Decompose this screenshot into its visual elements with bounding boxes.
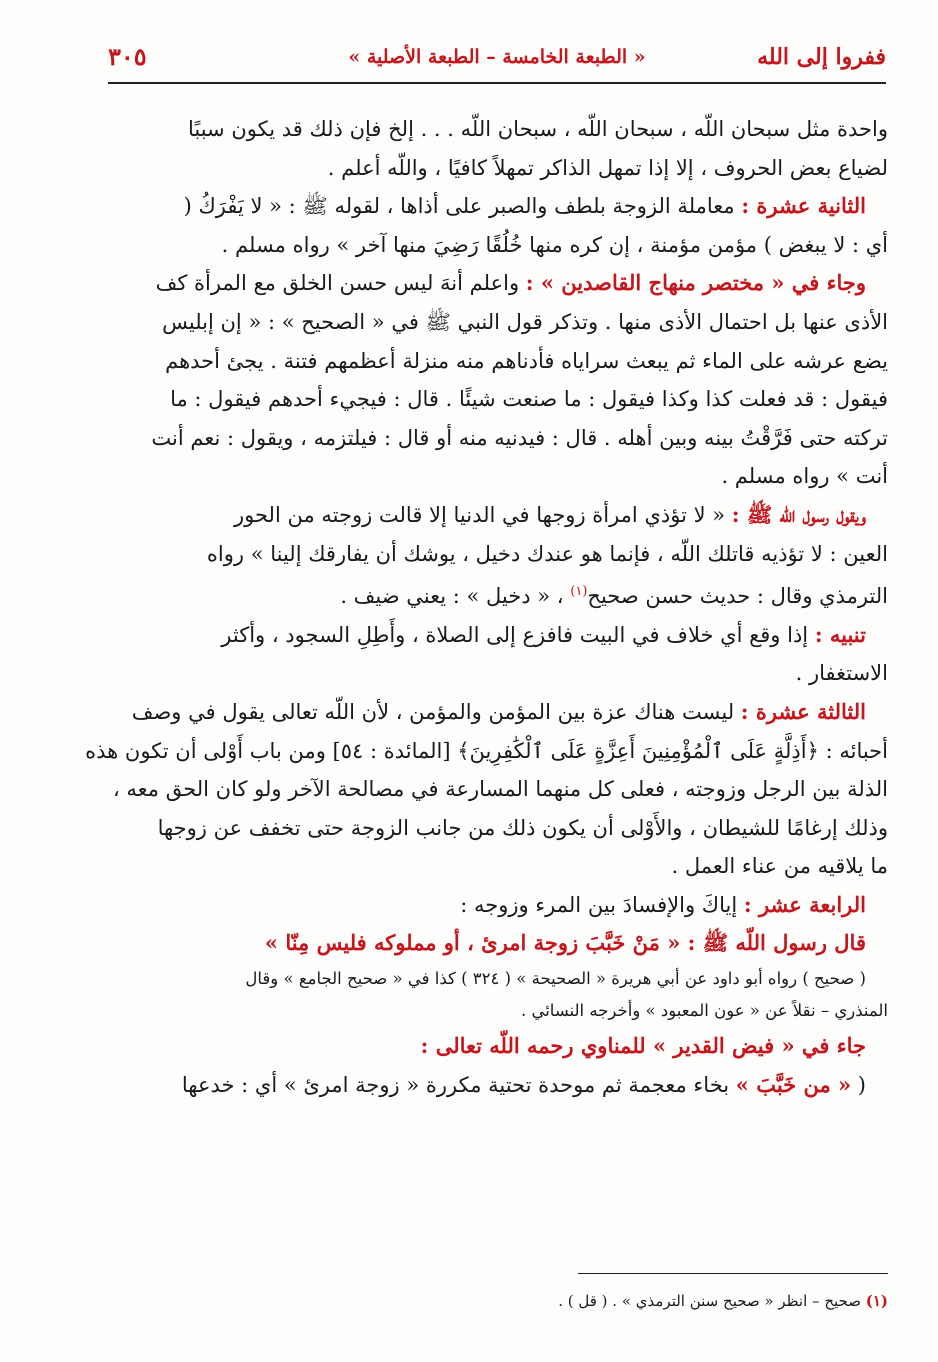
text-span: الترمذي وقال : حديث حسن صحيح bbox=[587, 584, 888, 609]
section-heading: الثانية عشرة : bbox=[741, 193, 866, 219]
faid-heading: جاء في « فيض القدير » للمناوي رحمه اللّه تعالى : bbox=[420, 1033, 866, 1059]
book-title: ففروا إلى الله bbox=[757, 44, 886, 70]
section-heading: الثالثة عشرة : bbox=[740, 698, 866, 724]
text-line: الأذى عنها بل احتمال الأذى منها . وتذكر قول النبي ﷺ في « الصحيح » : « إن إبليس bbox=[162, 309, 888, 334]
text-line: يضع عرشه على الماء ثم يبعث سراياه فأدناهم منه منزلة أعظمهم فتنة . يجئ أحدهم bbox=[165, 348, 888, 373]
text-span: « لا تؤذي امرأة زوجها في الدنيا إلا قالت زوجته من الحور bbox=[234, 502, 732, 527]
term-highlight: « من خَبَّبَ » bbox=[735, 1071, 852, 1097]
text-line: أحبائه : ﴿أَذِلَّةٍ عَلَى ٱلْمُؤْمِنِينَ أَعِزَّةٍ عَلَى ٱلْكَٰفِرِينَ﴾ [المائدة : ٥٤] ومن باب أَوْلى أن تكون هذه bbox=[85, 738, 888, 763]
section-heading: الرابعة عشر : bbox=[743, 891, 866, 917]
text-line bbox=[52, 1066, 888, 1105]
footnote-marker: (١) bbox=[865, 1292, 888, 1310]
text-line: الاستغفار . bbox=[795, 661, 888, 686]
footnote bbox=[52, 1292, 888, 1310]
takhrij-line: ( صحيح ) رواه أبو داود عن أبي هريرة « الصحيحة » ( ٣٢٤ ) كذا في « صحيح الجامع » وقال bbox=[245, 969, 866, 989]
page-number: ٣٠٥ bbox=[108, 42, 147, 71]
text-span: واعلم أنهَ ليس حسن الخلق مع المرأة كف bbox=[155, 271, 526, 296]
text-span: ( bbox=[851, 1072, 866, 1097]
text-span: إذا وقع أي خلاف في البيت فافزع إلى الصلاة ، وأَطِلِ السجود ، وأكثر bbox=[221, 622, 815, 647]
paragraph-fourteenth bbox=[52, 886, 888, 925]
section-heading: وجاء في « مختصر منهاج القاصدين » : bbox=[525, 270, 866, 296]
edition-label: « الطبعة الخامسة – الطبعة الأصلية » bbox=[348, 46, 646, 68]
text-line: الذلة بين الرجل وزوجته ، فعلى كل منهما المسارعة في مصالحة الآخر ولو كان الحق معه ، bbox=[112, 777, 888, 802]
paragraph-twelfth bbox=[52, 187, 888, 226]
text-line: فيقول : قد فعلت كذا وكذا فيقول : ما صنعت شيئًا . قال : فيجيء أحدهم فيقول : ما bbox=[170, 387, 888, 412]
page-body bbox=[52, 110, 888, 1104]
paragraph-thirteenth bbox=[52, 693, 888, 732]
footnote-text: صحيح – انظر « صحيح سنن الترمذي » . ( قل ) . bbox=[558, 1292, 866, 1310]
text-line bbox=[52, 573, 888, 616]
paragraph-mukhtasar bbox=[52, 264, 888, 303]
page-header bbox=[108, 38, 886, 84]
section-heading: ويقول رسول اللّه ﷺ : bbox=[731, 501, 866, 527]
text-line: وذلك إرغامًا للشيطان ، والأَوْلى أن يكون ذلك من جانب الزوجة حتى تخفف عن زوجها bbox=[157, 815, 888, 840]
footnote-ref[interactable]: (١) bbox=[570, 584, 588, 600]
footnote-divider bbox=[578, 1273, 888, 1274]
paragraph-hadith bbox=[52, 496, 888, 535]
text-span: ، « دخيل » : يعني ضيف . bbox=[340, 584, 571, 609]
text-span: إياكَ والإفسادَ بين المرء وزوجه : bbox=[460, 892, 744, 917]
hadith-heading: قال رسول اللّه ﷺ : « مَنْ خَبَّبَ زوجة امرئ ، أو مملوكه فليس مِنّا » bbox=[264, 930, 866, 956]
text-line: تركته حتى فَرَّقْتُ بينه وبين أهله . قال : فيدنيه منه أو قال : فيلتزمه ، ويقول : نعم أنت bbox=[151, 425, 888, 450]
text-line: أي : لا يبغض ) مؤمن مؤمنة ، إن كره منها خُلُقًا رَضِيَ منها آخر » رواه مسلم . bbox=[221, 232, 888, 257]
takhrij-line: المنذري – نقلاً عن « عون المعبود » وأخرجه النسائي . bbox=[520, 1001, 888, 1021]
text-span: ليست هناك عزة بين المؤمن والمؤمن ، لأن اللّه تعالى يقول في وصف bbox=[131, 699, 741, 724]
paragraph-note bbox=[52, 616, 888, 655]
section-heading: تنبيه : bbox=[814, 621, 866, 647]
text-span: معاملة الزوجة بلطف والصبر على أذاها ، لقوله ﷺ : « لا يَفْرَكُ ( bbox=[183, 194, 742, 219]
text-span: بخاء معجمة ثم موحدة تحتية مكررة « زوجة امرئ » أي : خدعها bbox=[181, 1072, 736, 1097]
text-line: أنت » رواه مسلم . bbox=[721, 464, 888, 489]
text-line: لضياع بعض الحروف ، إلا إذا تمهل الذاكر تمهلاً كافيًا ، واللّه أعلم . bbox=[327, 155, 888, 180]
text-line: ما يلاقيه من عناء العمل . bbox=[671, 854, 888, 879]
text-line: العين : لا تؤذيه قاتلك اللّه ، فإنما هو عندك دخيل ، يوشك أن يفارقك إلينا » رواه bbox=[206, 541, 888, 566]
text-line: واحدة مثل سبحان اللّه ، سبحان اللّه ، سبحان اللّه . . . إلخ فإن ذلك قد يكون سببًا bbox=[187, 117, 888, 141]
